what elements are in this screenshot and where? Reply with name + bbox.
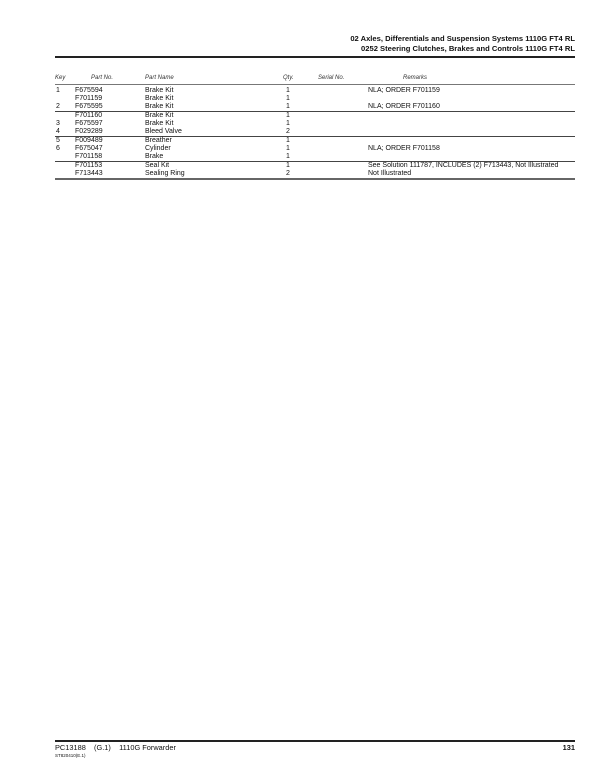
table-row (55, 153, 575, 161)
remarks-cell: See Solution 111787, INCLUDES (2) F713443, Not Illustrated (368, 162, 559, 169)
qty-cell: 1 (286, 137, 290, 144)
part-name-cell: Bleed Valve (145, 128, 182, 135)
qty-cell: 1 (286, 95, 290, 102)
key-cell: 4 (56, 128, 60, 135)
table-row (55, 103, 575, 111)
remarks-cell: NLA; ORDER F701158 (368, 145, 440, 152)
footer-rule (55, 740, 575, 742)
part-name-cell: Brake Kit (145, 103, 174, 110)
parts-table (55, 87, 575, 180)
part-number-cell: F675047 (75, 145, 103, 152)
table-row (55, 162, 575, 170)
part-number-cell: F701158 (75, 153, 103, 160)
part-name-cell: Seal Kit (145, 162, 170, 169)
part-number-cell: F675595 (75, 103, 103, 110)
table-row (55, 128, 575, 136)
section-title: 02 Axles, Differentials and Suspension Systems 1110G FT4 RL (350, 34, 575, 43)
page-header (350, 34, 575, 54)
part-name-cell: Brake Kit (145, 112, 174, 119)
part-number-cell: F009489 (75, 137, 103, 144)
qty-cell: 1 (286, 153, 290, 160)
remarks-cell: NLA; ORDER F701160 (368, 103, 440, 110)
part-number-cell: F701153 (75, 162, 103, 169)
column-headers (55, 74, 575, 82)
qty-cell: 1 (286, 145, 290, 152)
row-group (55, 137, 575, 162)
qty-cell: 1 (286, 112, 290, 119)
col-remarks: Remarks (403, 75, 428, 81)
row-group (55, 87, 575, 112)
subsection-title: 0252 Steering Clutches, Brakes and Controls 1110G FT4 RL (361, 44, 575, 53)
part-number-cell: F675597 (75, 120, 103, 127)
part-name-cell: Cylinder (145, 145, 171, 152)
key-cell: 2 (56, 103, 60, 110)
table-row (55, 170, 575, 178)
part-name-cell: Sealing Ring (145, 170, 185, 177)
footer-info (55, 743, 176, 752)
remarks-cell: NLA; ORDER F701159 (368, 87, 440, 94)
part-number-cell: F701160 (75, 112, 103, 119)
doc-revision: (G.1) (94, 743, 111, 752)
table-row (55, 95, 575, 103)
key-cell: 3 (56, 120, 60, 127)
table-row (55, 112, 575, 120)
col-part-name: Part Name (145, 75, 174, 81)
part-number-cell: F701159 (75, 95, 103, 102)
part-number-cell: F713443 (75, 170, 103, 177)
row-group (55, 162, 575, 180)
column-rule (55, 84, 575, 85)
part-name-cell: Breather (145, 137, 172, 144)
table-row (55, 137, 575, 145)
footer-code: ST820410(E.1) (55, 753, 86, 758)
part-name-cell: Brake Kit (145, 87, 174, 94)
qty-cell: 1 (286, 87, 290, 94)
doc-number: PC13188 (55, 743, 86, 752)
part-name-cell: Brake (145, 153, 164, 160)
page-number: 131 (562, 743, 575, 752)
qty-cell: 1 (286, 120, 290, 127)
col-qty: Qty. (283, 75, 294, 81)
model-name: 1110G Forwarder (119, 743, 176, 752)
part-number-cell: F675594 (75, 87, 103, 94)
part-number-cell: F029289 (75, 128, 103, 135)
col-serial: Serial No. (318, 75, 345, 81)
qty-cell: 2 (286, 128, 290, 135)
col-key: Key (55, 75, 66, 81)
table-row (55, 120, 575, 128)
row-group (55, 112, 575, 137)
col-part-no: Part No. (91, 75, 114, 81)
qty-cell: 1 (286, 162, 290, 169)
qty-cell: 1 (286, 103, 290, 110)
key-cell: 6 (56, 145, 60, 152)
remarks-cell: Not Illustrated (368, 170, 412, 177)
part-name-cell: Brake Kit (145, 95, 174, 102)
header-rule (55, 56, 575, 58)
table-row (55, 145, 575, 153)
table-row (55, 87, 575, 95)
key-cell: 5 (56, 137, 60, 144)
part-name-cell: Brake Kit (145, 120, 174, 127)
key-cell: 1 (56, 87, 60, 94)
qty-cell: 2 (286, 170, 290, 177)
